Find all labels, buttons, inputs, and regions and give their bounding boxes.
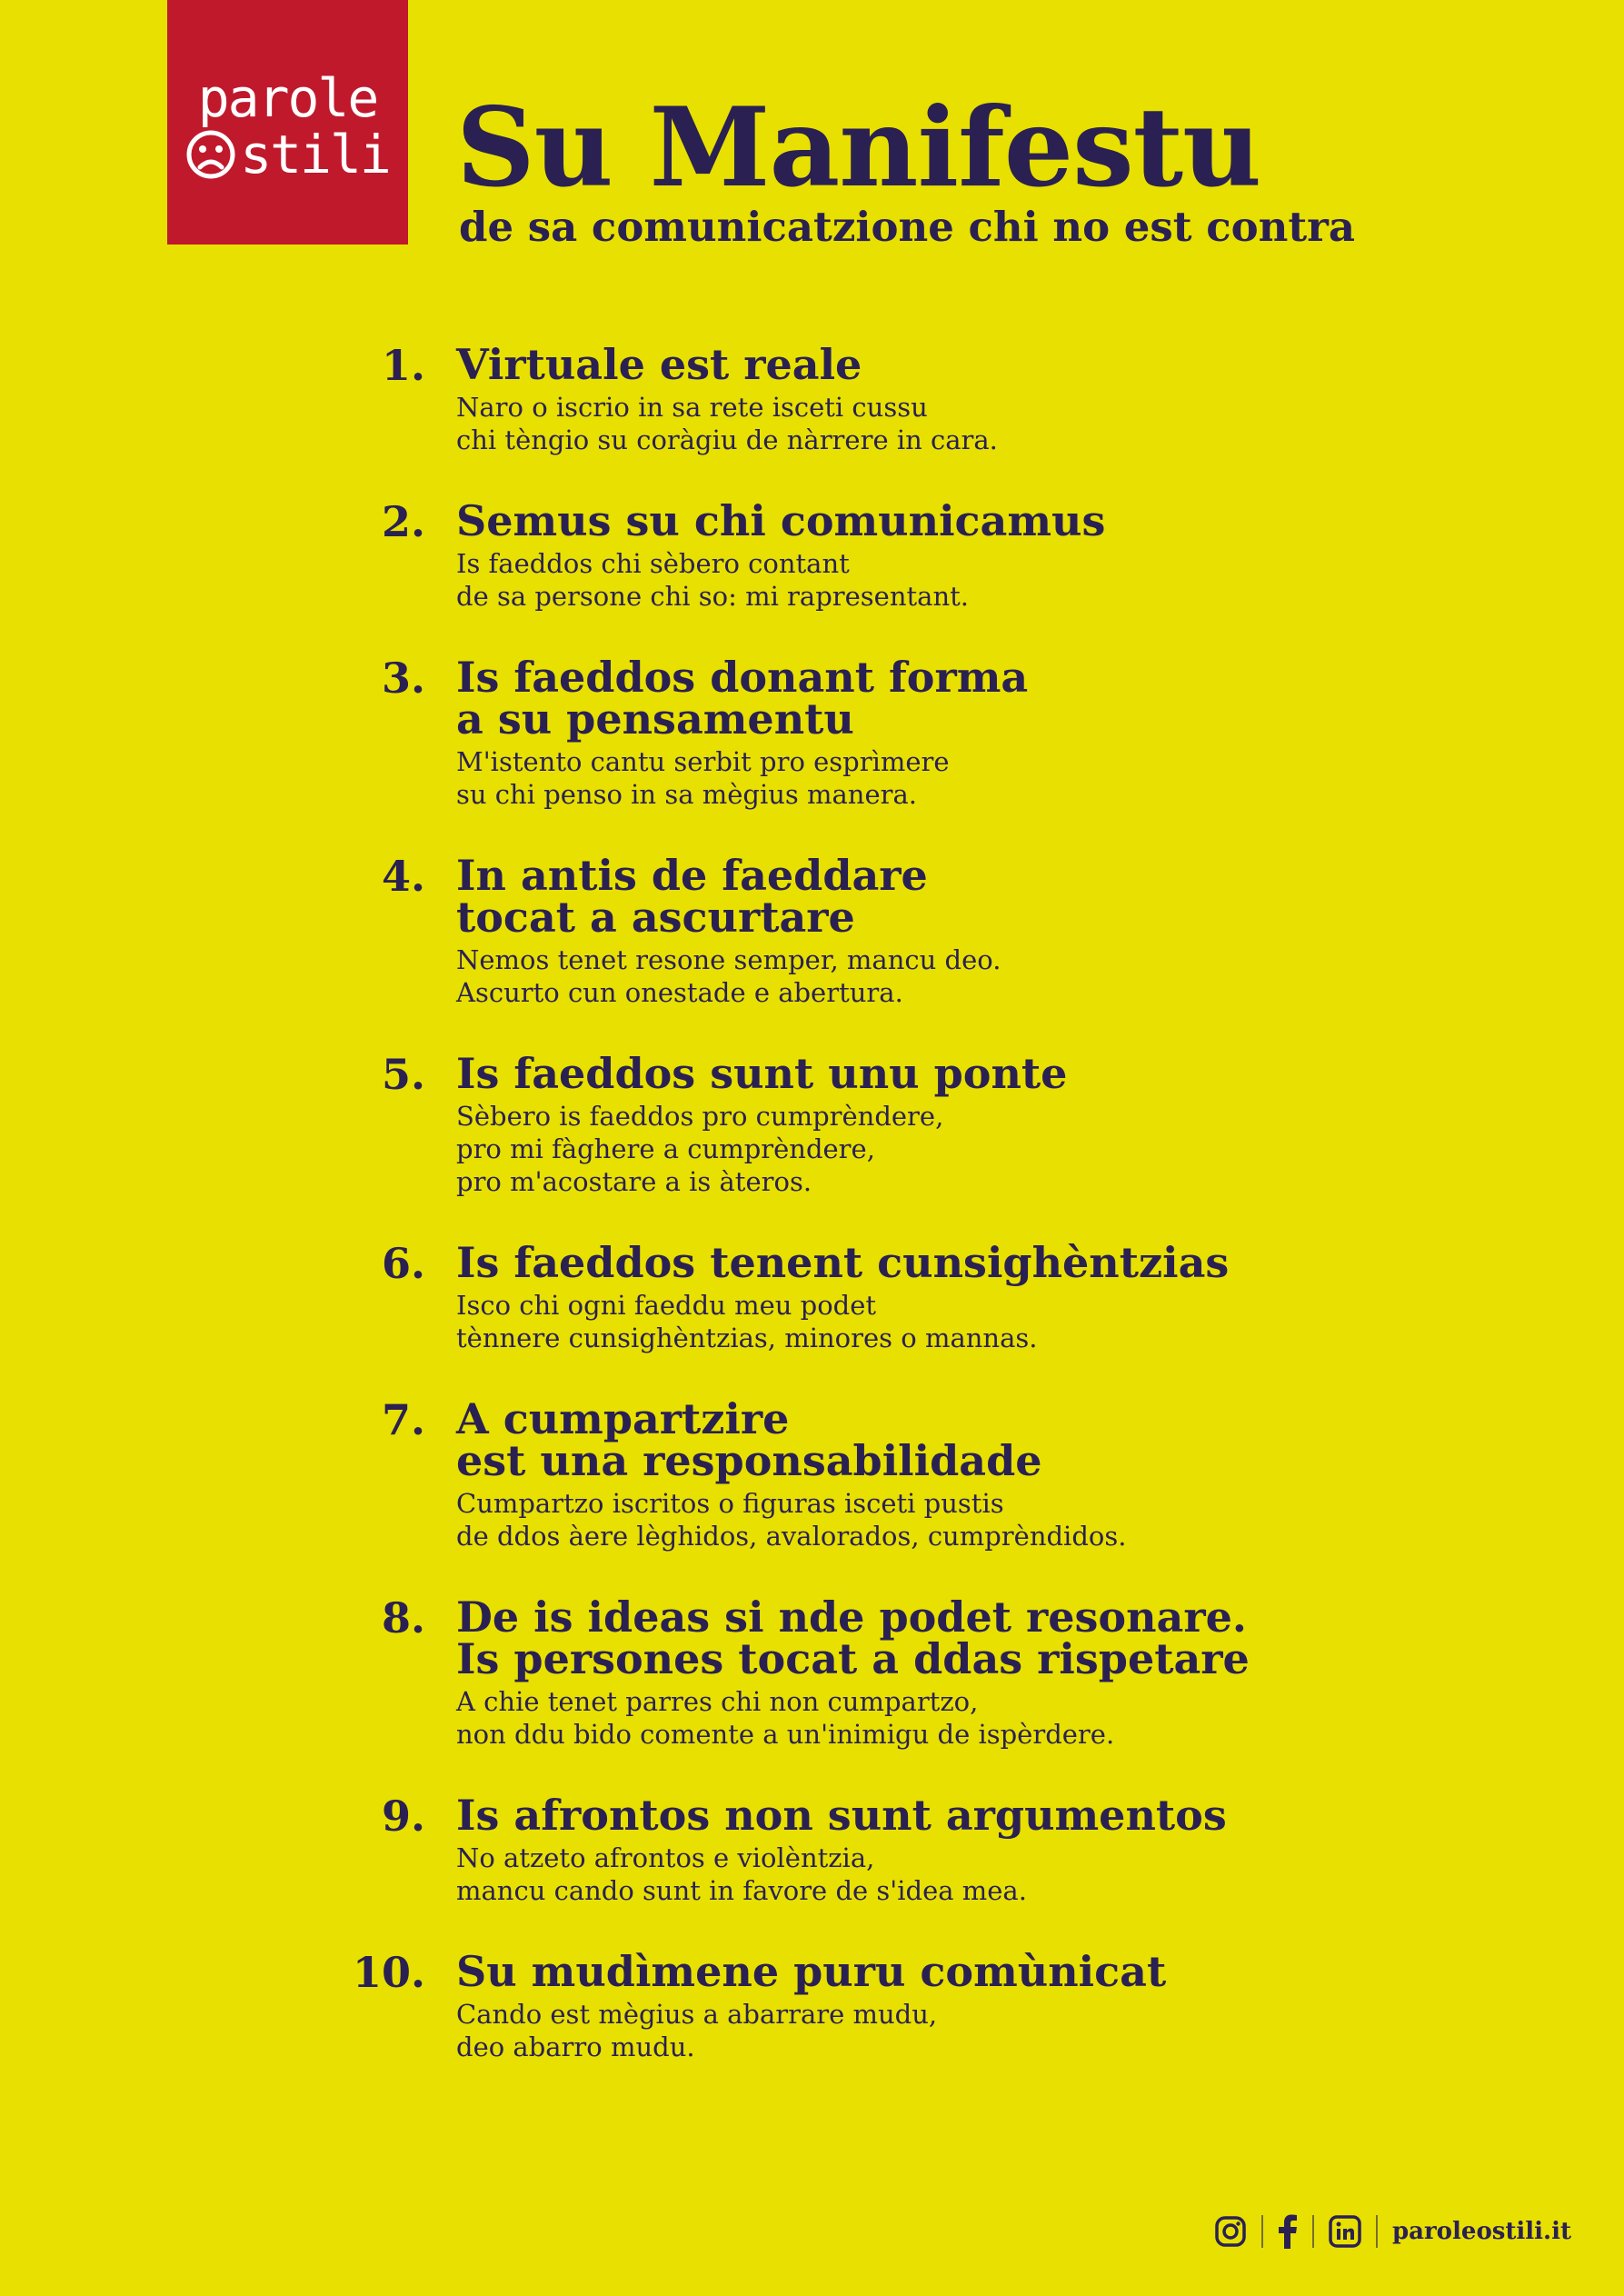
item-text: Cando est mègius a abarrare mudu, deo abarro mudu.: [456, 1999, 938, 2062]
item-number: 1.: [381, 341, 425, 390]
item-body: [456, 653, 1436, 811]
page-subtitle: de sa comunicatzione chi no est contra: [459, 203, 1355, 251]
item-body: [456, 851, 1436, 1009]
item-text: Isco chi ogni faeddu meu podet tènnere cunsighèntzias, minores o mannas.: [456, 1290, 1038, 1353]
item-text: Is faeddos chi sèbero contant de sa persone chi so: mi rapresentant.: [456, 548, 970, 612]
item-number: 3.: [381, 654, 425, 703]
list-item: [345, 653, 1436, 811]
item-text: No atzeto afrontos e violèntzia, mancu cando sunt in favore de s'idea mea.: [456, 1842, 1027, 1906]
item-title: Is faeddos donant forma a su pensamentu: [456, 653, 1029, 744]
website-link[interactable]: paroleostili.it: [1391, 2218, 1571, 2245]
instagram-icon[interactable]: [1214, 2215, 1247, 2248]
footer: [1214, 2214, 1571, 2249]
item-title: De is ideas si nde podet resonare. Is persones tocat a ddas rispetare: [456, 1592, 1250, 1683]
linkedin-icon[interactable]: [1329, 2215, 1361, 2248]
item-title: Is faeddos tenent cunsighèntzias: [456, 1238, 1230, 1287]
item-title: Virtuale est reale: [456, 340, 862, 389]
item-text: A chie tenet parres chi non cumpartzo, non ddu bido comente a un'inimigu de ispèrdere.: [456, 1686, 1115, 1750]
item-number: 10.: [352, 1948, 425, 1997]
footer-divider: [1261, 2215, 1263, 2248]
item-body: [456, 1238, 1436, 1354]
item-number: 2.: [381, 497, 425, 546]
item-body: [456, 1592, 1436, 1751]
item-body: [456, 1049, 1436, 1198]
item-title: Semus su chi comunicamus: [456, 496, 1106, 545]
item-title: Is afrontos non sunt argumentos: [456, 1791, 1227, 1840]
item-text: M'istento cantu serbit pro esprìmere su chi penso in sa mègius manera.: [456, 746, 950, 810]
facebook-icon[interactable]: [1278, 2214, 1298, 2249]
logo-line-2: [167, 124, 408, 185]
list-item: [345, 1049, 1436, 1198]
item-number: 5.: [381, 1050, 425, 1099]
manifesto-list: [345, 340, 1436, 2107]
item-number: 4.: [381, 852, 425, 901]
footer-divider: [1312, 2215, 1314, 2248]
item-title: A cumpartzire est una responsabilidade: [456, 1394, 1042, 1485]
item-title: In antis de faeddare tocat a ascurtare: [456, 851, 928, 942]
item-text: Sèbero is faeddos pro cumprèndere, pro mi fàghere a cumprèndere, pro m'acostare a is àteros.: [456, 1101, 944, 1197]
item-text: Cumpartzo iscritos o figuras isceti pustis de ddos àere lèghidos, avalorados, cumprèndidos.: [456, 1488, 1127, 1552]
item-body: [456, 340, 1436, 456]
item-number: 6.: [381, 1239, 425, 1288]
list-item: [345, 1394, 1436, 1552]
footer-divider: [1376, 2215, 1378, 2248]
item-number: 8.: [381, 1593, 425, 1642]
item-body: [456, 1947, 1436, 2063]
logo-text-stili: stili: [240, 124, 390, 185]
list-item: [345, 1947, 1436, 2063]
sad-face-icon: [185, 129, 236, 180]
page-title: Su Manifestu: [456, 84, 1261, 212]
item-number: 7.: [381, 1395, 425, 1444]
list-item: [345, 496, 1436, 613]
item-title: Su mudìmene puru comùnicat: [456, 1947, 1167, 1996]
item-body: [456, 1791, 1436, 1907]
list-item: [345, 851, 1436, 1009]
list-item: [345, 1592, 1436, 1751]
item-text: Naro o iscrio in sa rete isceti cussu chi tèngio su coràgiu de nàrrere in cara.: [456, 392, 998, 455]
item-body: [456, 1394, 1436, 1552]
list-item: [345, 1238, 1436, 1354]
item-title: Is faeddos sunt unu ponte: [456, 1049, 1068, 1098]
item-number: 9.: [381, 1792, 425, 1841]
list-item: [345, 1791, 1436, 1907]
item-text: Nemos tenet resone semper, mancu deo. Ascurto cun onestade e abertura.: [456, 944, 1001, 1008]
list-item: [345, 340, 1436, 456]
item-body: [456, 496, 1436, 613]
logo-text-parole: parole: [197, 67, 378, 129]
logo: [167, 0, 408, 245]
